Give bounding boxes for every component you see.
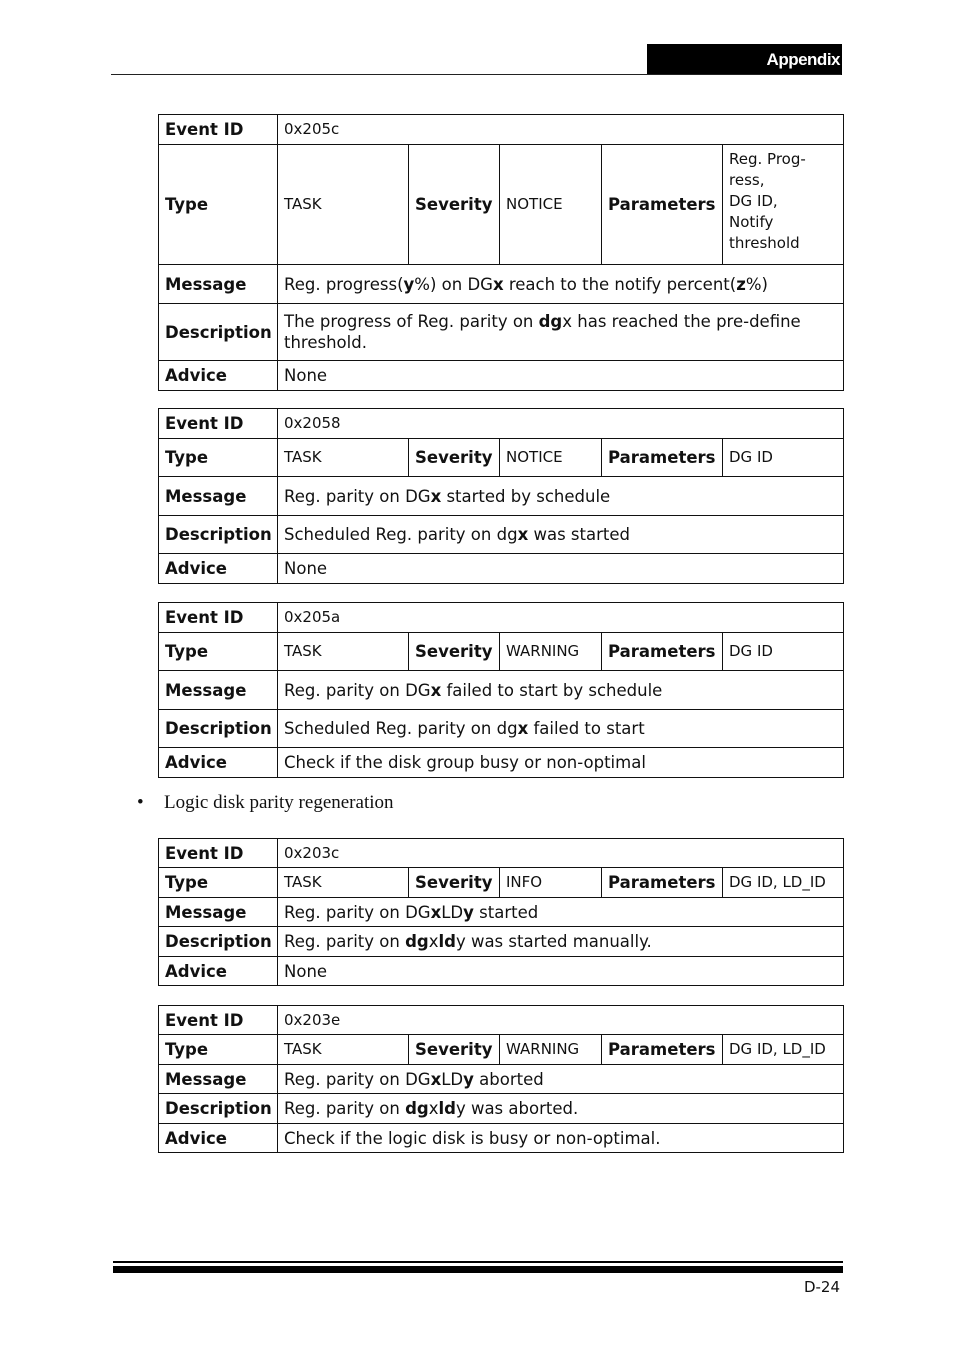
parameters-label: Parameters [602,145,723,265]
type-value: TASK [278,868,409,898]
event-id-value: 0x2058 [278,409,844,439]
description-label: Description [159,516,278,554]
description-value: Scheduled Reg. parity on dgx was started [278,516,844,554]
header-rule [111,74,841,75]
description-label: Description [159,1094,278,1124]
parameters-label: Parameters [602,439,723,477]
parameters-label: Parameters [602,633,723,671]
parameters-value: DG ID [723,633,844,671]
severity-label: Severity [409,868,500,898]
severity-value: WARNING [500,633,602,671]
event-table-0x203e [158,1005,844,1153]
advice-value: Check if the disk group busy or non-optimal [278,748,844,778]
advice-label: Advice [159,957,278,986]
section-title: Appendix [766,50,840,69]
message-value: Reg. parity on DGx failed to start by schedule [278,671,844,710]
severity-value: NOTICE [500,145,602,265]
parameters-value: DG ID, LD_ID [723,1035,844,1065]
event-id-value: 0x205a [278,603,844,633]
event-table-0x203c [158,838,844,986]
advice-value: None [278,361,844,391]
description-label: Description [159,927,278,957]
parameters-label: Parameters [602,1035,723,1065]
severity-label: Severity [409,1035,500,1065]
description-label: Description [159,710,278,748]
event-table-0x205a [158,602,844,778]
event-table-0x205c [158,114,844,391]
parameters-value: Reg. Prog- ress, DG ID, Notify threshold [723,145,844,265]
event-id-value: 0x203e [278,1006,844,1035]
event-table-0x2058 [158,408,844,584]
description-value: Reg. parity on dgxldy was aborted. [278,1094,844,1124]
event-id-label: Event ID [159,839,278,868]
parameters-label: Parameters [602,868,723,898]
event-id-label: Event ID [159,603,278,633]
advice-value: Check if the logic disk is busy or non-optimal. [278,1124,844,1153]
event-id-value: 0x203c [278,839,844,868]
message-value: Reg. parity on DGxLDy aborted [278,1065,844,1094]
section-header-tab [647,44,842,75]
footer-rule-thick [113,1266,843,1273]
event-id-value: 0x205c [278,115,844,145]
parameters-value: DG ID, LD_ID [723,868,844,898]
page-number: D-24 [803,1278,840,1296]
severity-label: Severity [409,439,500,477]
type-label: Type [159,439,278,477]
severity-value: WARNING [500,1035,602,1065]
type-label: Type [159,633,278,671]
message-label: Message [159,898,278,927]
message-label: Message [159,265,278,304]
footer-rule-thin [113,1261,843,1263]
advice-label: Advice [159,748,278,778]
description-label: Description [159,304,278,361]
message-value: Reg. parity on DGxLDy started [278,898,844,927]
type-value: TASK [278,145,409,265]
type-label: Type [159,868,278,898]
section-bullet [137,792,394,814]
event-id-label: Event ID [159,1006,278,1035]
message-label: Message [159,477,278,516]
type-value: TASK [278,439,409,477]
message-value: Reg. parity on DGx started by schedule [278,477,844,516]
severity-label: Severity [409,633,500,671]
type-label: Type [159,145,278,265]
message-value: Reg. progress(y%) on DGx reach to the notify percent(z%) [278,265,844,304]
type-value: TASK [278,633,409,671]
severity-value: INFO [500,868,602,898]
description-value: The progress of Reg. parity on dgx has reached the pre-define threshold. [278,304,844,361]
bullet-symbol: • [137,792,144,813]
type-value: TASK [278,1035,409,1065]
message-label: Message [159,671,278,710]
parameters-value: DG ID [723,439,844,477]
advice-label: Advice [159,361,278,391]
advice-label: Advice [159,554,278,584]
event-id-label: Event ID [159,115,278,145]
advice-label: Advice [159,1124,278,1153]
type-label: Type [159,1035,278,1065]
bullet-text: Logic disk parity regeneration [164,792,394,813]
severity-label: Severity [409,145,500,265]
description-value: Scheduled Reg. parity on dgx failed to start [278,710,844,748]
advice-value: None [278,957,844,986]
description-value: Reg. parity on dgxldy was started manually. [278,927,844,957]
advice-value: None [278,554,844,584]
message-label: Message [159,1065,278,1094]
event-id-label: Event ID [159,409,278,439]
severity-value: NOTICE [500,439,602,477]
